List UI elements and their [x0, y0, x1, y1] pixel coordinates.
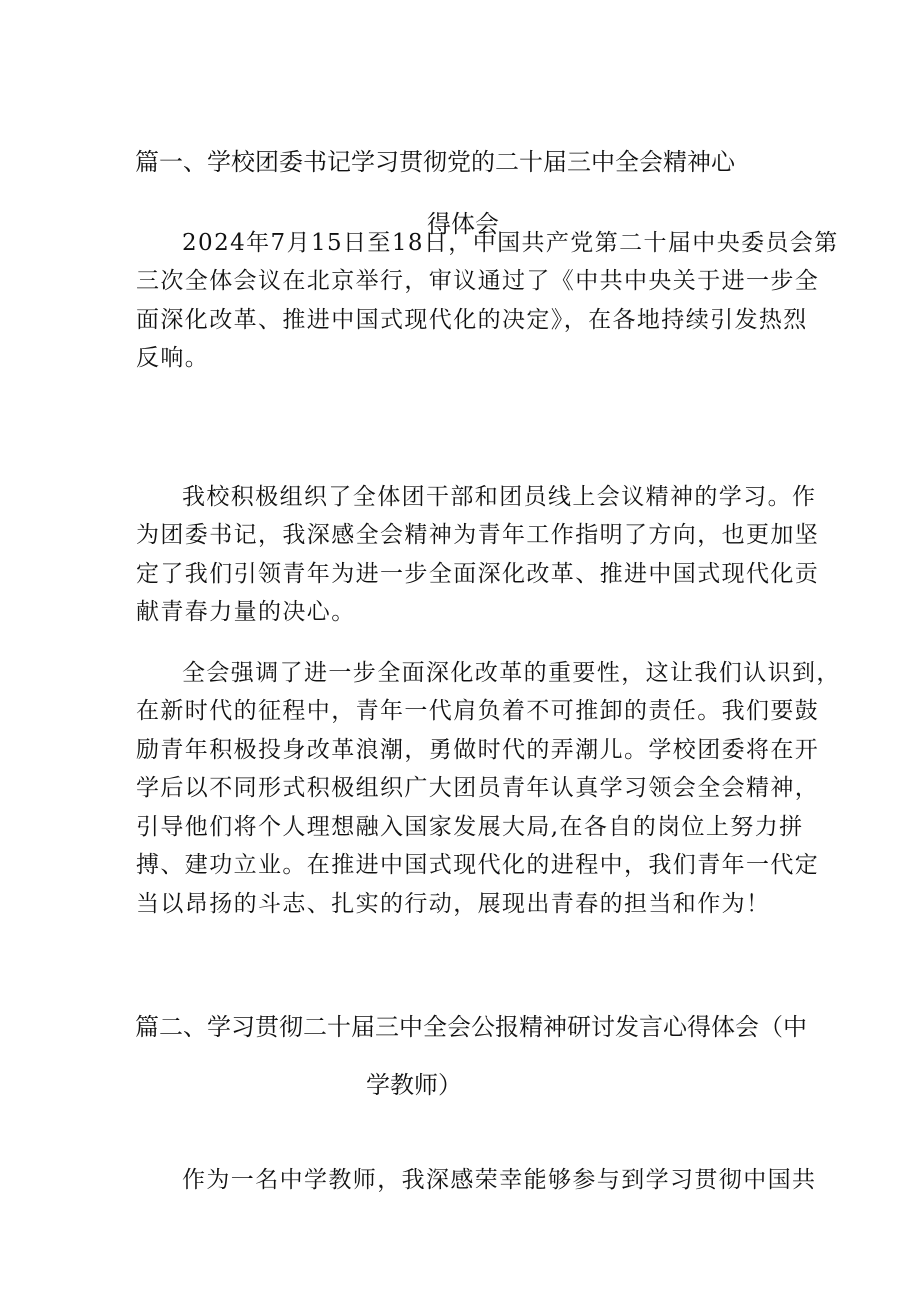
section1-title-line2: 得体会 — [427, 210, 499, 238]
s1-p3-line1: 全会强调了进一步全面深化改革的重要性，这让我们认识到， — [182, 660, 841, 686]
s1-p3-line4: 学后以不同形式积极组织广大团员青年认真学习领会全会精神， — [136, 775, 820, 801]
s1-p2-line4: 献青春力量的决心。 — [136, 599, 356, 625]
s1-p3-line5: 引导他们将个人理想融入国家发展大局,在各自的岗位上努力拼 — [136, 814, 804, 840]
s1-p2-line3: 定了我们引领青年为进一步全面深化改革、推进中国式现代化贡 — [136, 561, 820, 587]
section1-title-line1: 篇一、学校团委书记学习贯彻党的二十届三中全会精神心 — [135, 148, 735, 176]
s1-p1-line4: 反响。 — [136, 345, 210, 371]
s1-p3-line6: 搏、建功立业。在推进中国式现代化的进程中，我们青年一代定 — [136, 852, 820, 878]
s1-p1-line1: 2024年7月15日至18日，中国共产党第二十届中央委员会第 — [182, 230, 839, 256]
s1-p1-line2: 三次全体会议在北京举行，审议通过了《中共中央关于进一步全 — [136, 268, 820, 294]
s1-p1-line3: 面深化改革、推进中国式现代化的决定》，在各地持续引发热烈 — [136, 307, 808, 333]
s1-p2-line2: 为团委书记，我深感全会精神为青年工作指明了方向，也更加坚 — [136, 522, 820, 548]
section2-title-line1: 篇二、学习贯彻二十届三中全会公报精神研讨发言心得体会（中 — [135, 1013, 807, 1041]
s1-p2-line1: 我校积极组织了全体团干部和团员线上会议精神的学习。作 — [182, 484, 817, 510]
s2-p1-line1: 作为一名中学教师，我深感荣幸能够参与到学习贯彻中国共 — [182, 1167, 817, 1193]
s1-p3-line3: 励青年积极投身改革浪潮，勇做时代的弄潮儿。学校团委将在开 — [136, 737, 820, 763]
section2-title-line2: 学教师） — [366, 1071, 462, 1099]
s1-p3-line2: 在新时代的征程中，青年一代肩负着不可推卸的责任。我们要鼓 — [136, 698, 820, 724]
s1-p3-line7: 当以昂扬的斗志、扎实的行动，展现出青春的担当和作为！ — [136, 891, 771, 917]
